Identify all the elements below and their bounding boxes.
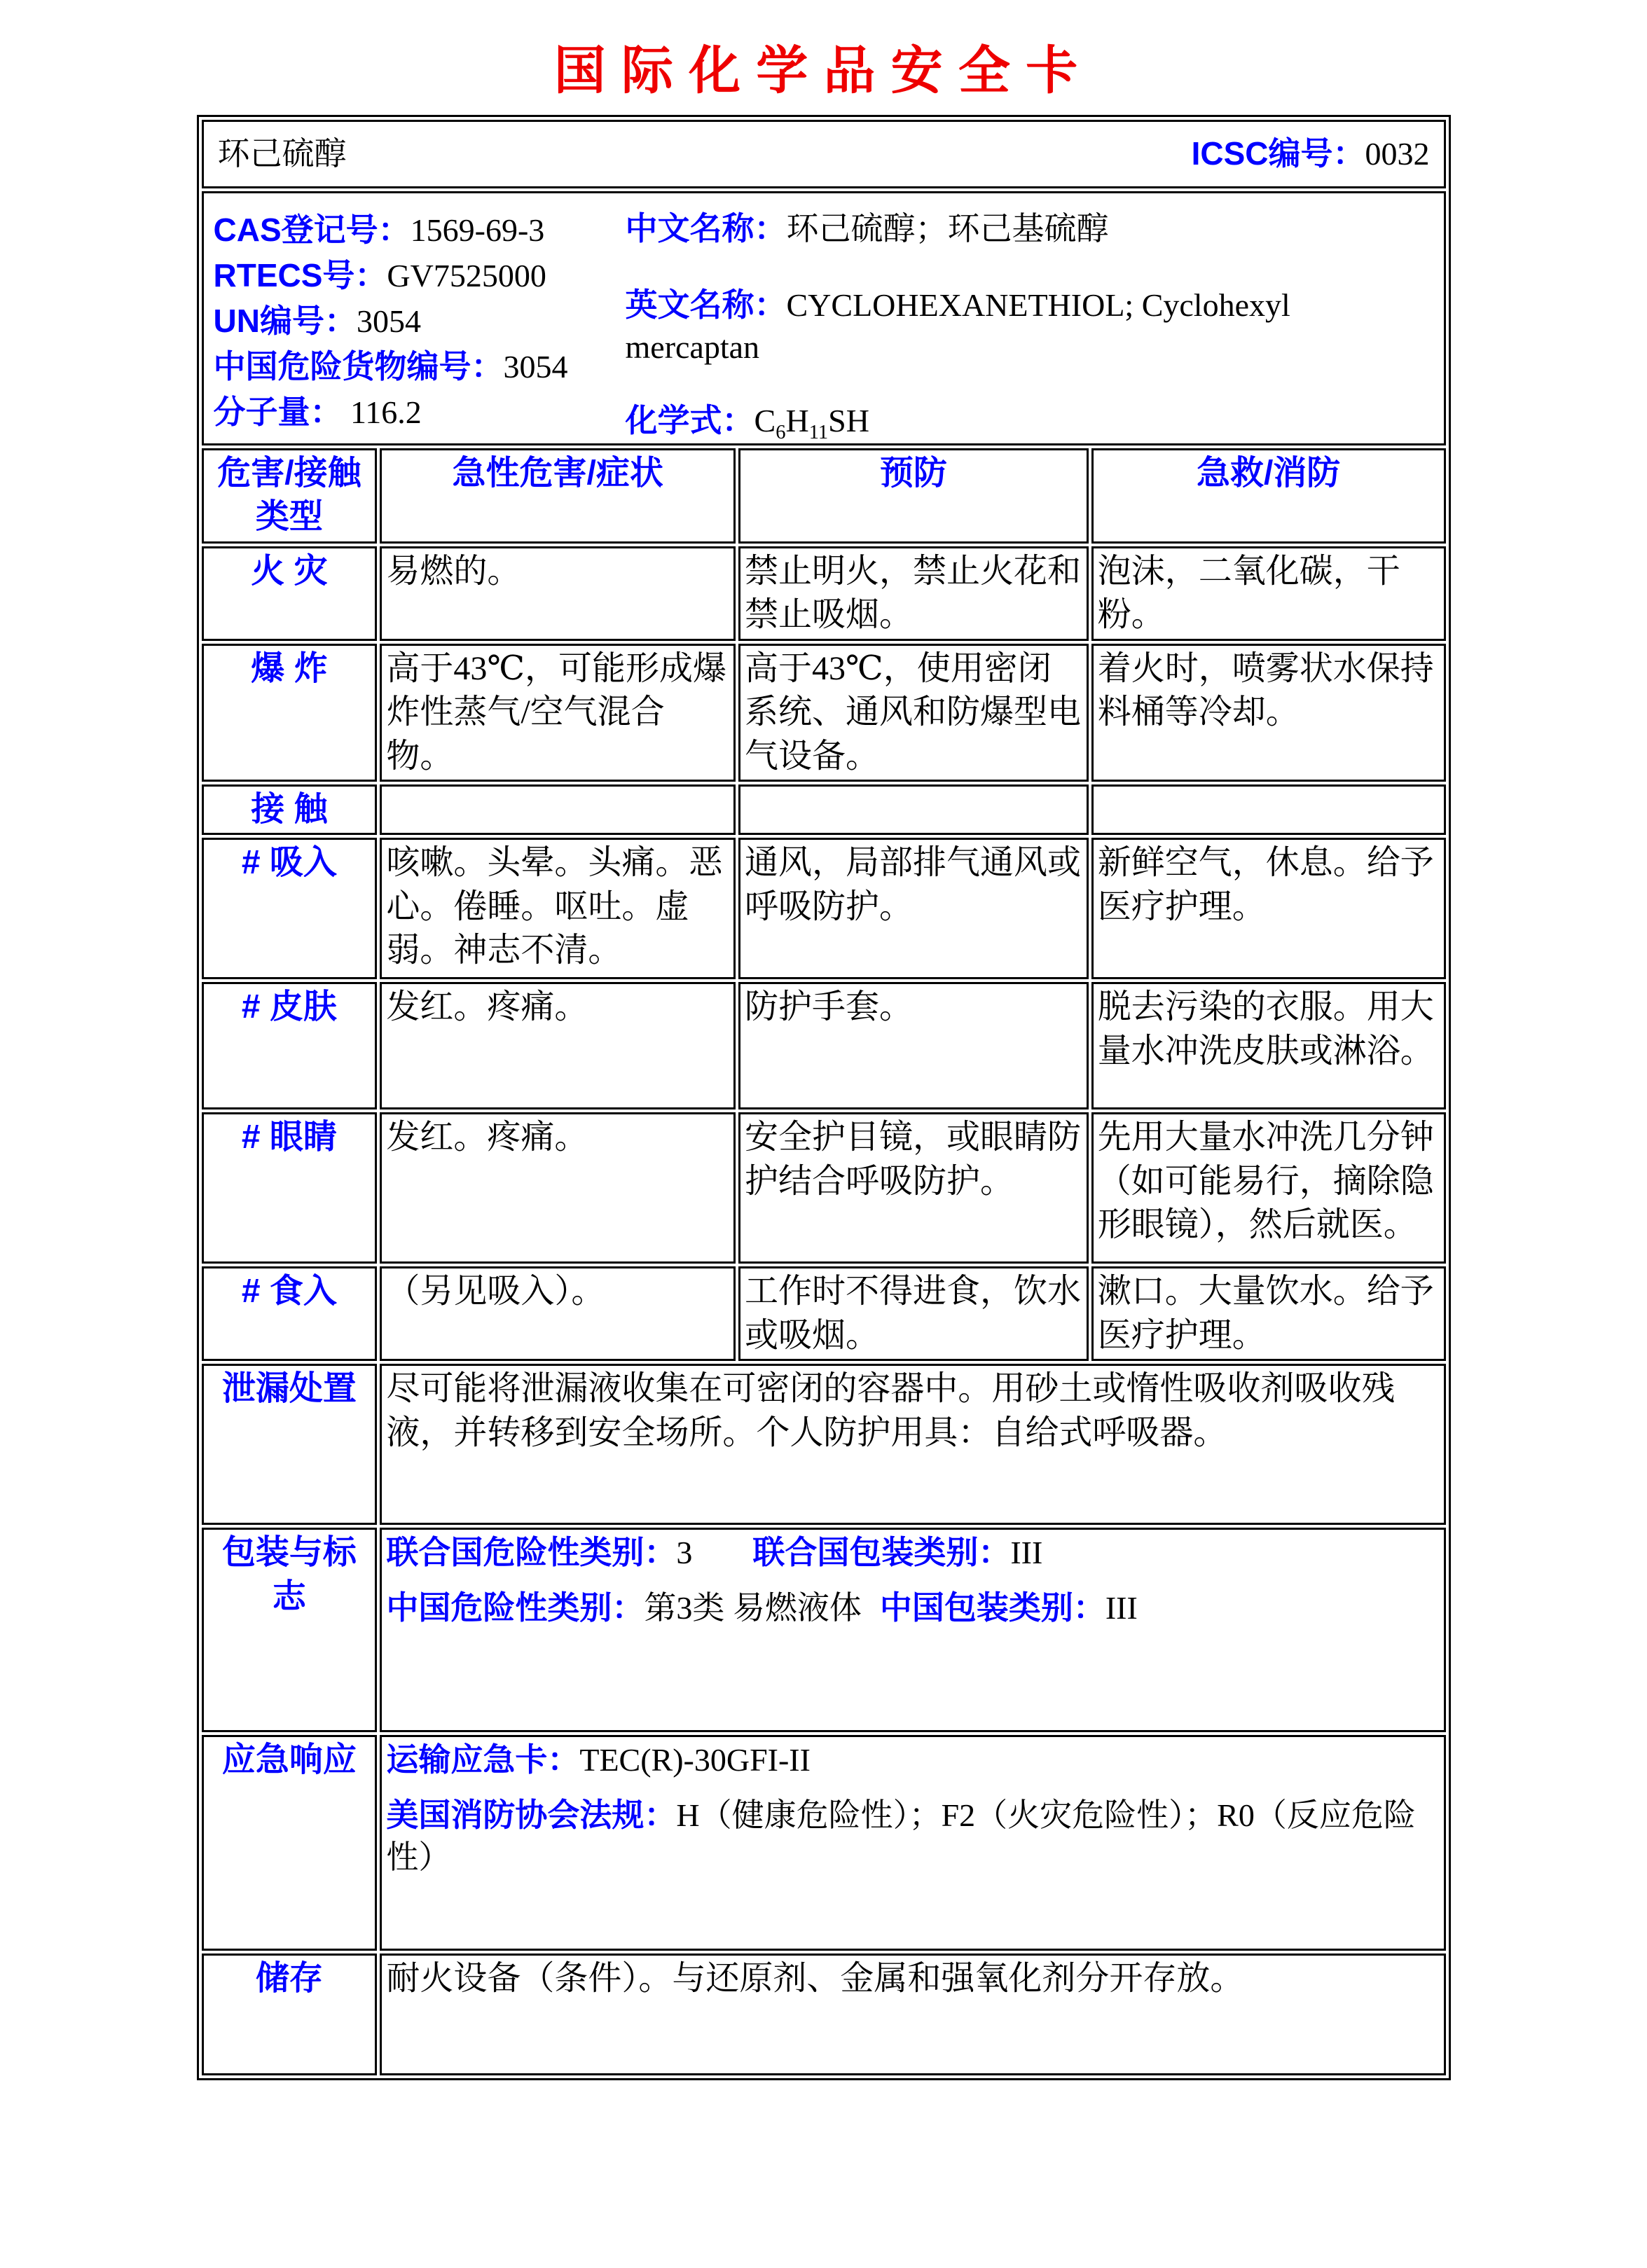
inhalation-label: # 吸入 xyxy=(202,838,378,979)
un-number-field: UN编号：3054 xyxy=(213,303,421,339)
eyes-symptoms-cell: 发红。疼痛。 xyxy=(380,1112,736,1264)
ingestion-symptoms-cell: （另见吸入）。 xyxy=(380,1266,736,1361)
contact-prevention-cell xyxy=(738,784,1089,835)
fire-firstaid-cell: 泡沫，二氧化碳，干粉。 xyxy=(1091,546,1446,641)
icsc-number xyxy=(1192,133,1440,175)
skin-firstaid-cell: 脱去污染的衣服。用大量水冲洗皮肤或淋浴。 xyxy=(1091,982,1446,1109)
identifier-list xyxy=(214,207,626,435)
spill-label: 泄漏处置 xyxy=(202,1364,378,1525)
inhalation-row xyxy=(202,838,1446,979)
eyes-row xyxy=(202,1112,1446,1264)
header-first-aid: 急救/消防 xyxy=(1091,448,1446,544)
english-name-field: 英文名称：CYCLOHEXANETHIOL; Cyclohexyl mercaptan xyxy=(625,286,1290,365)
explosion-label: 爆 炸 xyxy=(202,644,378,782)
skin-label: # 皮肤 xyxy=(202,982,378,1109)
name-list xyxy=(626,207,1440,442)
fire-row xyxy=(202,546,1446,641)
skin-row xyxy=(202,982,1446,1109)
emergency-content-cell xyxy=(380,1735,1445,1951)
storage-row xyxy=(202,1954,1446,2075)
eyes-firstaid-cell: 先用大量水冲洗几分钟（如可能易行，摘除隐形眼镜），然后就医。 xyxy=(1091,1112,1446,1264)
cas-number-field: CAS登记号：1569-69-3 xyxy=(213,212,545,248)
chemical-name: 环己硫醇 xyxy=(217,136,347,172)
page-title: 国际化学品安全卡 xyxy=(553,43,1094,100)
icsc-value: 0032 xyxy=(1365,136,1430,172)
inhalation-prevention-cell: 通风，局部排气通风或呼吸防护。 xyxy=(738,838,1089,979)
skin-prevention-cell: 防护手套。 xyxy=(738,982,1089,1109)
nfpa-code-line: 美国消防协会法规：H（健康危险性）；F2（火灾危险性）；R0（反应危险性） xyxy=(386,1797,1416,1876)
eyes-label: # 眼睛 xyxy=(202,1112,378,1264)
fire-prevention-cell: 禁止明火，禁止火花和禁止吸烟。 xyxy=(738,546,1089,641)
column-header-row xyxy=(202,448,1446,544)
packaging-row xyxy=(202,1528,1446,1732)
spill-row xyxy=(202,1364,1446,1525)
storage-label: 储存 xyxy=(202,1954,378,2075)
info-row xyxy=(202,191,1446,445)
contact-symptoms-cell xyxy=(380,784,736,835)
safety-card-table xyxy=(197,115,1451,2080)
cn-dangerous-goods-number-field: 中国危险货物编号：3054 xyxy=(213,348,568,385)
emergency-row xyxy=(202,1735,1446,1951)
inhalation-firstaid-cell: 新鲜空气，休息。给予医疗护理。 xyxy=(1091,838,1446,979)
ingestion-label: # 食入 xyxy=(202,1266,378,1361)
eyes-prevention-cell: 安全护目镜，或眼睛防护结合呼吸防护。 xyxy=(738,1112,1089,1264)
cn-classification-line: 中国危险性类别：第3类 易燃液体 中国包装类别：III xyxy=(386,1589,1138,1626)
ingestion-firstaid-cell: 漱口。大量饮水。给予医疗护理。 xyxy=(1091,1266,1446,1361)
chinese-name-field: 中文名称：环己硫醇；环己基硫醇 xyxy=(625,210,1109,247)
explosion-firstaid-cell: 着火时，喷雾状水保持料桶等冷却。 xyxy=(1091,644,1446,782)
contact-firstaid-cell xyxy=(1091,784,1446,835)
tec-card-line: 运输应急卡：TEC(R)-30GFI-II xyxy=(386,1741,811,1778)
explosion-symptoms-cell: 高于43℃，可能形成爆炸性蒸气/空气混合物。 xyxy=(380,644,736,782)
emergency-label: 应急响应 xyxy=(202,1735,378,1951)
fire-label: 火 灾 xyxy=(202,546,378,641)
icsc-label: ICSC编号： xyxy=(1191,135,1365,172)
un-classification-line: 联合国危险性类别：3 联合国包装类别：III xyxy=(386,1534,1043,1571)
ingestion-prevention-cell: 工作时不得进食，饮水或吸烟。 xyxy=(738,1266,1089,1361)
explosion-prevention-cell: 高于43℃，使用密闭系统、通风和防爆型电气设备。 xyxy=(738,644,1089,782)
skin-symptoms-cell: 发红。疼痛。 xyxy=(380,982,736,1109)
molecular-weight-field: 分子量： 116.2 xyxy=(213,394,422,430)
packaging-label: 包装与标志 xyxy=(202,1528,378,1732)
fire-symptoms-cell: 易燃的。 xyxy=(380,546,736,641)
header-acute-hazards: 急性危害/症状 xyxy=(380,448,736,544)
ingestion-row xyxy=(202,1266,1446,1361)
packaging-content-cell xyxy=(380,1528,1445,1732)
contact-row xyxy=(202,784,1446,835)
contact-label: 接 触 xyxy=(202,784,378,835)
header-hazard-type: 危害/接触类型 xyxy=(202,448,378,544)
chemical-formula-field: 化学式：$C_6H_{11}SH$ xyxy=(625,402,869,443)
storage-text-cell: 耐火设备（条件）。与还原剂、金属和强氧化剂分开存放。 xyxy=(380,1954,1445,2075)
explosion-row xyxy=(202,644,1446,782)
spill-text-cell: 尽可能将泄漏液收集在可密闭的容器中。用砂土或惰性吸收剂吸收残液，并转移到安全场所。个人防护用具：自给式呼吸器。 xyxy=(380,1364,1445,1525)
rtecs-number-field: RTECS号：GV7525000 xyxy=(213,257,546,293)
header-prevention: 预防 xyxy=(738,448,1089,544)
name-row xyxy=(202,120,1446,188)
inhalation-symptoms-cell: 咳嗽。头晕。头痛。恶心。倦睡。呕吐。虚弱。神志不清。 xyxy=(380,838,736,979)
